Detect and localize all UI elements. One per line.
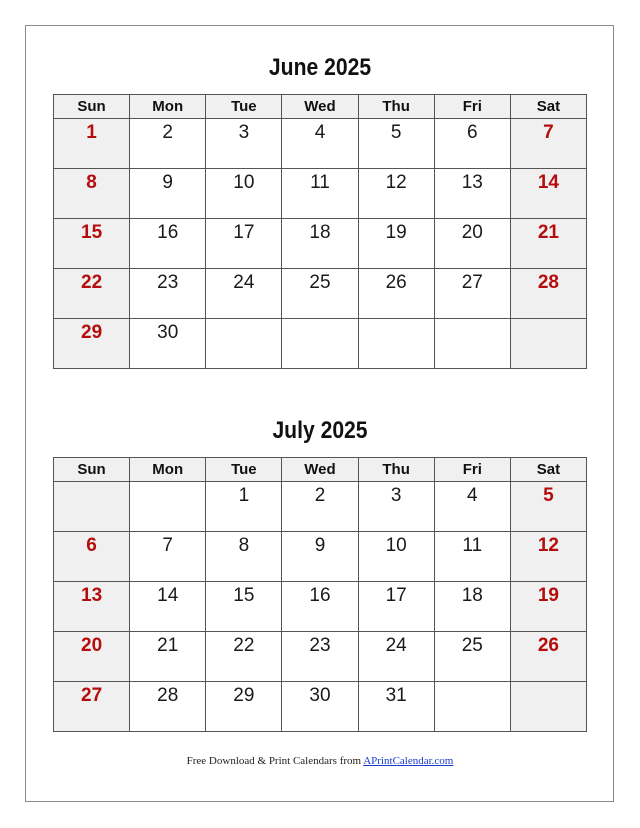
day-number: 11 [310, 172, 330, 193]
weekday-header-fri: Fri [434, 458, 510, 482]
day-number: 29 [81, 322, 103, 343]
july-calendar [53, 457, 587, 732]
day-number: 12 [537, 535, 559, 556]
day-cell [130, 682, 206, 732]
weekday-header-tue: Tue [206, 458, 282, 482]
day-cell [130, 269, 206, 319]
day-number: 19 [537, 585, 559, 606]
day-cell [510, 682, 586, 732]
day-number: 9 [162, 172, 173, 193]
footer [0, 755, 640, 767]
weekday-header-sun: Sun [54, 95, 130, 119]
weekday-header-tue: Tue [206, 95, 282, 119]
day-cell [358, 169, 434, 219]
day-cell [434, 582, 510, 632]
day-cell [206, 582, 282, 632]
day-number: 27 [461, 272, 483, 293]
day-number: 30 [157, 322, 179, 343]
day-cell [358, 532, 434, 582]
day-number: 14 [157, 585, 179, 606]
weekday-header-sun: Sun [54, 458, 130, 482]
day-cell [130, 319, 206, 369]
day-number: 15 [233, 585, 255, 606]
day-cell [206, 632, 282, 682]
day-cell [130, 632, 206, 682]
day-number: 9 [314, 535, 326, 556]
day-number: 28 [157, 685, 179, 706]
day-cell [206, 219, 282, 269]
day-number: 24 [385, 635, 407, 656]
day-number: 30 [309, 685, 331, 706]
day-number: 7 [162, 535, 173, 556]
week-row [54, 269, 587, 319]
day-cell [130, 582, 206, 632]
day-cell [54, 582, 130, 632]
week-row [54, 319, 587, 369]
day-cell [130, 119, 206, 169]
day-cell [130, 219, 206, 269]
day-number: 13 [461, 172, 483, 193]
day-number: 21 [157, 635, 179, 656]
day-number: 18 [461, 585, 483, 606]
day-cell [358, 319, 434, 369]
june-calendar [53, 94, 587, 369]
day-number: 29 [233, 685, 255, 706]
day-number: 15 [81, 222, 103, 243]
day-number: 10 [385, 535, 407, 556]
week-row [54, 682, 587, 732]
day-cell [206, 319, 282, 369]
week-row [54, 119, 587, 169]
weekday-header-sat: Sat [510, 458, 586, 482]
day-number: 27 [81, 685, 103, 706]
weekday-header-sat: Sat [510, 95, 586, 119]
day-cell [54, 319, 130, 369]
day-number: 8 [238, 535, 250, 556]
day-number: 14 [537, 172, 559, 193]
day-number: 28 [537, 272, 559, 293]
july-title: July 2025 [272, 417, 368, 444]
june-title: June 2025 [268, 54, 372, 81]
day-number: 31 [385, 685, 407, 706]
day-cell [54, 169, 130, 219]
day-cell [358, 482, 434, 532]
day-cell [434, 682, 510, 732]
day-cell [282, 269, 358, 319]
weekday-header-row [54, 458, 587, 482]
day-cell [282, 169, 358, 219]
day-cell [282, 119, 358, 169]
day-cell [358, 269, 434, 319]
week-row [54, 219, 587, 269]
day-number: 4 [314, 122, 326, 143]
week-row [54, 482, 587, 532]
weekday-header-fri: Fri [434, 95, 510, 119]
weekday-header-mon: Mon [130, 458, 206, 482]
day-number: 5 [543, 485, 554, 506]
day-number: 6 [466, 122, 478, 143]
day-cell [130, 169, 206, 219]
weekday-header-row [54, 95, 587, 119]
day-cell [54, 269, 130, 319]
day-number: 4 [466, 485, 478, 506]
day-cell [358, 632, 434, 682]
day-cell [358, 219, 434, 269]
day-number: 25 [309, 272, 331, 293]
day-cell [54, 632, 130, 682]
day-number: 16 [157, 222, 179, 243]
weekday-header-wed: Wed [282, 95, 358, 119]
day-cell [510, 319, 586, 369]
day-number: 10 [233, 172, 255, 193]
day-cell [434, 219, 510, 269]
day-cell [206, 682, 282, 732]
footer-text: Free Download & Print Calendars from [186, 755, 364, 767]
day-cell [510, 169, 586, 219]
day-cell [206, 169, 282, 219]
day-cell [510, 119, 586, 169]
day-number: 17 [233, 222, 255, 243]
day-number: 1 [86, 122, 97, 143]
day-cell [54, 532, 130, 582]
day-cell [282, 682, 358, 732]
day-number: 22 [233, 635, 255, 656]
day-number: 1 [238, 485, 250, 506]
day-cell [130, 482, 206, 532]
day-cell [358, 682, 434, 732]
week-row [54, 532, 587, 582]
day-cell [434, 169, 510, 219]
day-cell [206, 269, 282, 319]
day-cell [434, 532, 510, 582]
week-row [54, 632, 587, 682]
day-number: 22 [81, 272, 103, 293]
day-cell [434, 269, 510, 319]
day-number: 6 [86, 535, 97, 556]
week-row [54, 169, 587, 219]
day-cell [282, 632, 358, 682]
day-cell [510, 482, 586, 532]
day-number: 13 [81, 585, 103, 606]
day-cell [206, 532, 282, 582]
day-cell [510, 269, 586, 319]
day-cell [282, 532, 358, 582]
day-number: 24 [233, 272, 255, 293]
day-cell [130, 532, 206, 582]
day-number: 26 [385, 272, 407, 293]
day-cell [206, 482, 282, 532]
day-cell [358, 119, 434, 169]
day-cell [54, 482, 130, 532]
day-number: 3 [390, 485, 402, 506]
day-cell [282, 219, 358, 269]
day-cell [54, 219, 130, 269]
day-number: 3 [238, 122, 250, 143]
weekday-header-thu: Thu [358, 458, 434, 482]
day-number: 2 [162, 122, 173, 143]
day-number: 12 [385, 172, 407, 193]
week-row [54, 582, 587, 632]
day-number: 7 [543, 122, 554, 143]
day-number: 5 [390, 122, 402, 143]
day-cell [510, 632, 586, 682]
day-cell [434, 482, 510, 532]
day-number: 2 [314, 485, 326, 506]
day-cell [54, 682, 130, 732]
day-cell [434, 119, 510, 169]
day-number: 20 [461, 222, 483, 243]
day-cell [434, 632, 510, 682]
day-cell [282, 319, 358, 369]
day-number: 20 [81, 635, 103, 656]
day-cell [282, 482, 358, 532]
day-cell [510, 532, 586, 582]
day-cell [358, 582, 434, 632]
footer-link[interactable]: APrintCalendar.com [363, 755, 454, 767]
day-number: 17 [385, 585, 407, 606]
day-cell [54, 119, 130, 169]
day-number: 25 [461, 635, 483, 656]
day-number: 11 [462, 535, 483, 556]
weekday-header-wed: Wed [282, 458, 358, 482]
day-number: 26 [537, 635, 559, 656]
day-number: 23 [157, 272, 179, 293]
day-cell [434, 319, 510, 369]
day-number: 8 [86, 172, 97, 193]
day-number: 21 [537, 222, 559, 243]
day-cell [206, 119, 282, 169]
day-number: 18 [309, 222, 331, 243]
day-number: 16 [309, 585, 331, 606]
day-cell [510, 219, 586, 269]
day-number: 19 [385, 222, 407, 243]
day-cell [510, 582, 586, 632]
weekday-header-thu: Thu [358, 95, 434, 119]
day-cell [282, 582, 358, 632]
day-number: 23 [309, 635, 331, 656]
weekday-header-mon: Mon [130, 95, 206, 119]
